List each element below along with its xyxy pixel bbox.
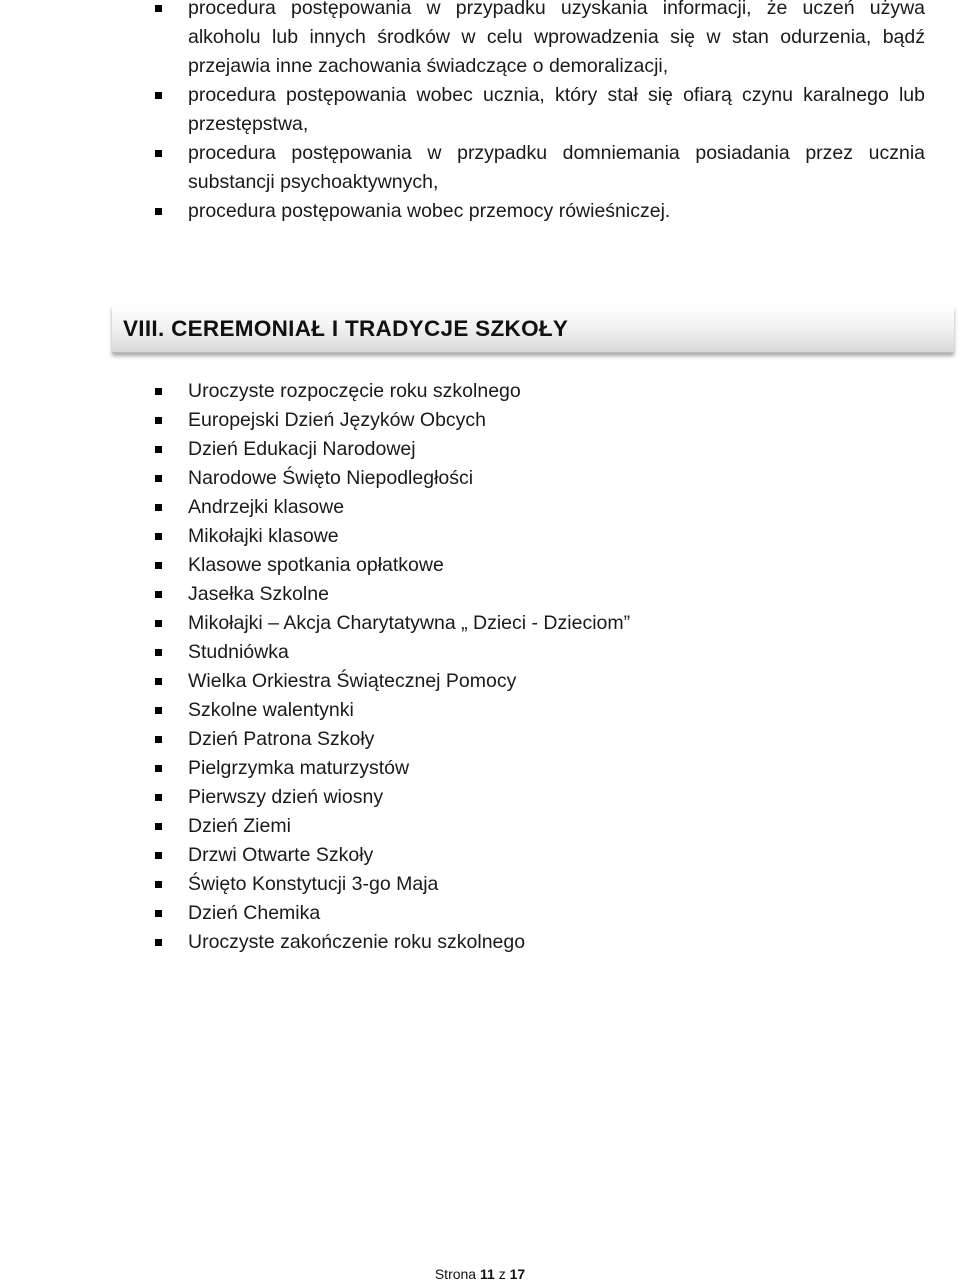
total-pages-number: 17 bbox=[509, 1266, 526, 1282]
list-item bbox=[155, 81, 925, 139]
square-bullet-icon bbox=[155, 5, 162, 12]
list-item bbox=[155, 377, 855, 406]
list-item bbox=[155, 580, 855, 609]
list-item bbox=[155, 197, 925, 226]
square-bullet-icon bbox=[155, 852, 162, 859]
current-page-number: 11 bbox=[479, 1266, 495, 1282]
list-item bbox=[155, 638, 855, 667]
procedure-text: procedura postępowania wobec ucznia, który stał się ofiarą czynu karalnego lub przestępstwa, bbox=[188, 84, 925, 135]
tradition-text: Dzień Patrona Szkoły bbox=[188, 728, 375, 750]
tradition-text: Pielgrzymka maturzystów bbox=[188, 757, 410, 779]
page-label: Strona bbox=[434, 1266, 477, 1282]
list-item bbox=[155, 0, 925, 81]
traditions-list bbox=[155, 377, 855, 957]
procedure-text: procedura postępowania w przypadku domniemania posiadania przez ucznia substancji psychoaktywnych, bbox=[188, 142, 925, 193]
square-bullet-icon bbox=[155, 765, 162, 772]
square-bullet-icon bbox=[155, 417, 162, 424]
tradition-text: Uroczyste rozpoczęcie roku szkolnego bbox=[188, 380, 521, 402]
square-bullet-icon bbox=[155, 736, 162, 743]
list-item bbox=[155, 812, 855, 841]
list-item bbox=[155, 667, 855, 696]
list-item bbox=[155, 841, 855, 870]
tradition-text: Jasełka Szkolne bbox=[188, 583, 329, 605]
section-heading-bar bbox=[112, 306, 954, 353]
list-item bbox=[155, 899, 855, 928]
square-bullet-icon bbox=[155, 939, 162, 946]
square-bullet-icon bbox=[155, 823, 162, 830]
square-bullet-icon bbox=[155, 881, 162, 888]
list-item bbox=[155, 493, 855, 522]
tradition-text: Uroczyste zakończenie roku szkolnego bbox=[188, 931, 526, 953]
square-bullet-icon bbox=[155, 533, 162, 540]
page-separator: z bbox=[498, 1266, 506, 1282]
section-heading: VIII. CEREMONIAŁ I TRADYCJE SZKOŁY bbox=[123, 316, 569, 341]
square-bullet-icon bbox=[155, 910, 162, 917]
square-bullet-icon bbox=[155, 504, 162, 511]
list-item bbox=[155, 754, 855, 783]
procedures-list bbox=[155, 0, 925, 226]
page-footer bbox=[0, 1266, 960, 1282]
tradition-text: Dzień Ziemi bbox=[188, 815, 291, 837]
tradition-text: Klasowe spotkania opłatkowe bbox=[188, 554, 444, 576]
tradition-text: Szkolne walentynki bbox=[188, 699, 354, 721]
list-item bbox=[155, 522, 855, 551]
tradition-text: Studniówka bbox=[188, 641, 289, 663]
square-bullet-icon bbox=[155, 150, 162, 157]
tradition-text: Dzień Chemika bbox=[188, 902, 321, 924]
square-bullet-icon bbox=[155, 92, 162, 99]
tradition-text: Andrzejki klasowe bbox=[188, 496, 345, 518]
square-bullet-icon bbox=[155, 678, 162, 685]
square-bullet-icon bbox=[155, 591, 162, 598]
square-bullet-icon bbox=[155, 208, 162, 215]
tradition-text: Święto Konstytucji 3-go Maja bbox=[188, 873, 439, 895]
list-item bbox=[155, 464, 855, 493]
square-bullet-icon bbox=[155, 562, 162, 569]
tradition-text: Mikołajki klasowe bbox=[188, 525, 339, 547]
procedure-text: procedura postępowania wobec przemocy rówieśniczej. bbox=[188, 200, 671, 222]
tradition-text: Wielka Orkiestra Świątecznej Pomocy bbox=[188, 670, 517, 692]
list-item bbox=[155, 406, 855, 435]
square-bullet-icon bbox=[155, 446, 162, 453]
square-bullet-icon bbox=[155, 649, 162, 656]
tradition-text: Pierwszy dzień wiosny bbox=[188, 786, 384, 808]
tradition-text: Drzwi Otwarte Szkoły bbox=[188, 844, 374, 866]
list-item bbox=[155, 609, 855, 638]
procedure-text: procedura postępowania w przypadku uzyskania informacji, że uczeń używa alkoholu lub innych środków w celu wprowadzenia się w stan odurzenia, bądź przejawia inne zachowania świadczące o demoralizacji, bbox=[188, 0, 925, 77]
tradition-text: Dzień Edukacji Narodowej bbox=[188, 438, 416, 460]
square-bullet-icon bbox=[155, 475, 162, 482]
tradition-text: Mikołajki – Akcja Charytatywna „ Dzieci - Dzieciom” bbox=[188, 612, 631, 634]
list-item bbox=[155, 435, 855, 464]
list-item bbox=[155, 551, 855, 580]
tradition-text: Narodowe Święto Niepodległości bbox=[188, 467, 474, 489]
square-bullet-icon bbox=[155, 707, 162, 714]
square-bullet-icon bbox=[155, 620, 162, 627]
list-item bbox=[155, 928, 855, 957]
square-bullet-icon bbox=[155, 794, 162, 801]
tradition-text: Europejski Dzień Języków Obcych bbox=[188, 409, 487, 431]
list-item bbox=[155, 725, 855, 754]
list-item bbox=[155, 139, 925, 197]
list-item bbox=[155, 696, 855, 725]
list-item bbox=[155, 783, 855, 812]
list-item bbox=[155, 870, 855, 899]
square-bullet-icon bbox=[155, 388, 162, 395]
